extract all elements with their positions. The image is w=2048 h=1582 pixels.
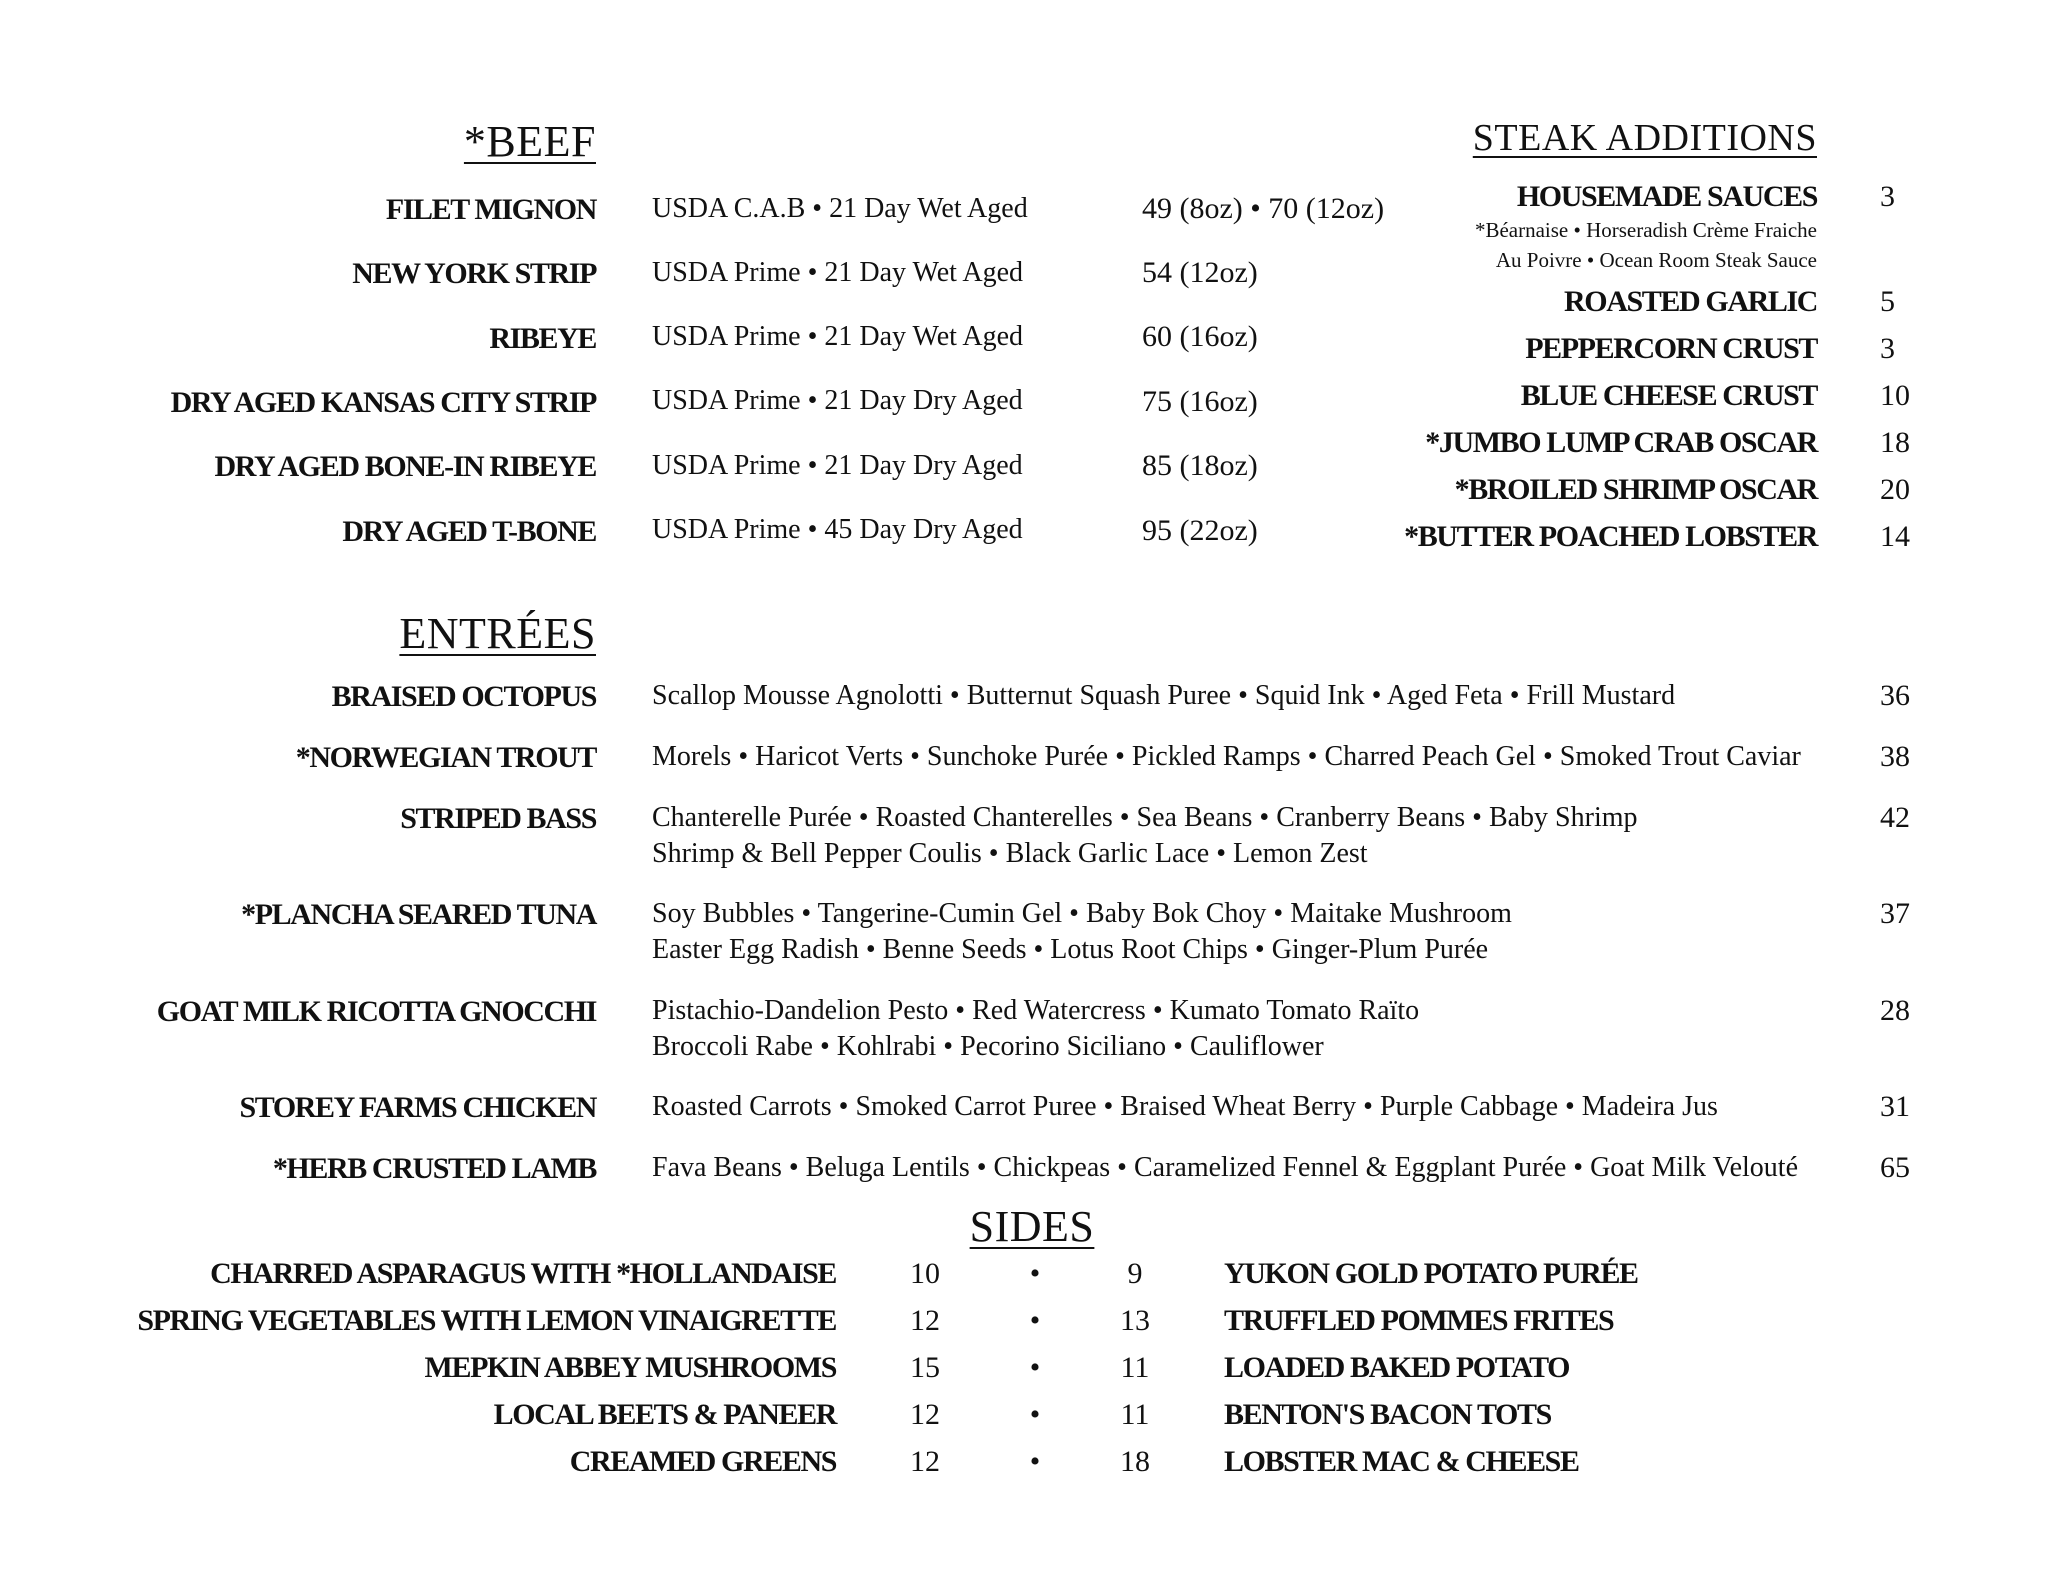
side-item-price: 9 [1127,1257,1143,1290]
beef-item-name: DRY AGED BONE-IN RIBEYE [214,450,596,483]
beef-item-name: RIBEYE [489,322,596,355]
beef-item-desc: USDA Prime • 21 Day Wet Aged [652,321,1024,352]
side-item-price: 11 [1120,1351,1150,1384]
entree-item-price: 36 [1880,679,1910,712]
side-item-name: CREAMED GREENS [569,1445,836,1478]
side-separator: • [1029,1257,1041,1290]
beef-item-price: 60 (16oz) [1142,320,1258,353]
side-item-name: LOADED BAKED POTATO [1224,1351,1570,1384]
entree-item-name: STRIPED BASS [400,802,596,835]
entree-item-desc: Shrimp & Bell Pepper Coulis • Black Garlic Lace • Lemon Zest [652,838,1368,869]
entree-item-price: 65 [1880,1151,1910,1184]
entree-item-name: BRAISED OCTOPUS [331,680,596,713]
side-item-name: CHARRED ASPARAGUS WITH *HOLLANDAISE [210,1257,836,1290]
entree-item-desc: Broccoli Rabe • Kohlrabi • Pecorino Siciliano • Cauliflower [652,1031,1324,1062]
entree-item-price: 42 [1880,801,1910,834]
addition-item-name: HOUSEMADE SAUCES [1516,180,1817,213]
addition-item-name: *JUMBO LUMP CRAB OSCAR [1425,426,1817,459]
entree-item-name: GOAT MILK RICOTTA GNOCCHI [156,995,596,1028]
entree-item-price: 38 [1880,740,1910,773]
entree-item-name: STOREY FARMS CHICKEN [239,1091,596,1124]
side-item-price: 11 [1120,1398,1150,1431]
entree-item-desc: Soy Bubbles • Tangerine-Cumin Gel • Baby Bok Choy • Maitake Mushroom [652,898,1512,929]
side-item-name: TRUFFLED POMMES FRITES [1224,1304,1614,1337]
entree-item-price: 37 [1880,897,1910,930]
beef-item-price: 54 (12oz) [1142,256,1258,289]
beef-item-desc: USDA Prime • 21 Day Dry Aged [652,385,1023,416]
side-separator: • [1029,1398,1041,1431]
addition-item-price: 20 [1880,473,1910,506]
side-item-name: LOBSTER MAC & CHEESE [1224,1445,1579,1478]
side-item-name: MEPKIN ABBEY MUSHROOMS [424,1351,836,1384]
addition-item-price: 3 [1880,332,1895,365]
addition-item-price: 18 [1880,426,1910,459]
entree-item-price: 31 [1880,1090,1910,1123]
side-item-price: 10 [910,1257,940,1290]
entree-item-desc: Roasted Carrots • Smoked Carrot Puree • Braised Wheat Berry • Purple Cabbage • Madeira Jus [652,1091,1718,1122]
beef-item-price: 95 (22oz) [1142,514,1258,547]
beef-item-desc: USDA Prime • 45 Day Dry Aged [652,514,1023,545]
beef-item-name: NEW YORK STRIP [352,257,596,290]
side-item-price: 12 [910,1304,940,1337]
entree-item-name: *PLANCHA SEARED TUNA [241,898,596,931]
addition-item-price: 14 [1880,520,1910,553]
entree-item-desc: Morels • Haricot Verts • Sunchoke Purée • Pickled Ramps • Charred Peach Gel • Smoked Trout Caviar [652,741,1801,772]
beef-item-desc: USDA Prime • 21 Day Wet Aged [652,257,1024,288]
side-separator: • [1029,1445,1041,1478]
side-separator: • [1029,1351,1041,1384]
entree-item-desc: Chanterelle Purée • Roasted Chanterelles • Sea Beans • Cranberry Beans • Baby Shrimp [652,802,1638,833]
beef-heading: *BEEF [463,117,596,166]
side-item-price: 15 [910,1351,940,1384]
side-item-price: 12 [910,1445,940,1478]
addition-item-price: 3 [1880,180,1895,213]
beef-item-desc: USDA C.A.B • 21 Day Wet Aged [652,193,1028,224]
entree-item-price: 28 [1880,994,1910,1027]
beef-item-price: 75 (16oz) [1142,385,1258,418]
side-separator: • [1029,1304,1041,1337]
beef-item-price: 49 (8oz) • 70 (12oz) [1142,192,1385,225]
addition-item-note: *Béarnaise • Horseradish Crème Fraiche [1474,218,1817,242]
entree-item-name: *HERB CRUSTED LAMB [272,1152,596,1185]
side-item-name: SPRING VEGETABLES WITH LEMON VINAIGRETTE [137,1304,836,1337]
entree-item-name: *NORWEGIAN TROUT [295,741,596,774]
entrees-heading: ENTRÉES [399,609,596,658]
side-item-name: LOCAL BEETS & PANEER [493,1398,836,1431]
side-item-price: 13 [1120,1304,1150,1337]
beef-item-name: DRY AGED KANSAS CITY STRIP [170,386,596,419]
addition-item-name: BLUE CHEESE CRUST [1520,379,1817,412]
additions-heading: STEAK ADDITIONS [1472,117,1817,159]
entree-item-desc: Pistachio-Dandelion Pesto • Red Watercress • Kumato Tomato Raïto [652,995,1420,1026]
side-item-price: 18 [1120,1445,1150,1478]
entree-item-desc: Fava Beans • Beluga Lentils • Chickpeas • Caramelized Fennel & Eggplant Purée • Goat Milk Velouté [652,1152,1798,1183]
entree-item-desc: Scallop Mousse Agnolotti • Butternut Squash Puree • Squid Ink • Aged Feta • Frill Mustard [652,680,1676,711]
addition-item-name: *BUTTER POACHED LOBSTER [1404,520,1817,553]
entree-item-desc: Easter Egg Radish • Benne Seeds • Lotus Root Chips • Ginger-Plum Purée [652,934,1489,965]
addition-item-price: 10 [1880,379,1910,412]
side-item-name: BENTON'S BACON TOTS [1224,1398,1551,1431]
addition-item-name: PEPPERCORN CRUST [1525,332,1817,365]
addition-item-name: *BROILED SHRIMP OSCAR [1454,473,1817,506]
side-item-name: YUKON GOLD POTATO PURÉE [1224,1257,1638,1290]
beef-item-price: 85 (18oz) [1142,449,1258,482]
beef-item-name: DRY AGED T-BONE [342,515,596,548]
addition-item-price: 5 [1880,285,1895,318]
sides-heading: SIDES [969,1202,1095,1251]
beef-item-desc: USDA Prime • 21 Day Dry Aged [652,450,1023,481]
side-item-price: 12 [910,1398,940,1431]
addition-item-name: ROASTED GARLIC [1564,285,1817,318]
beef-item-name: FILET MIGNON [385,193,596,226]
addition-item-note: Au Poivre • Ocean Room Steak Sauce [1495,248,1817,272]
